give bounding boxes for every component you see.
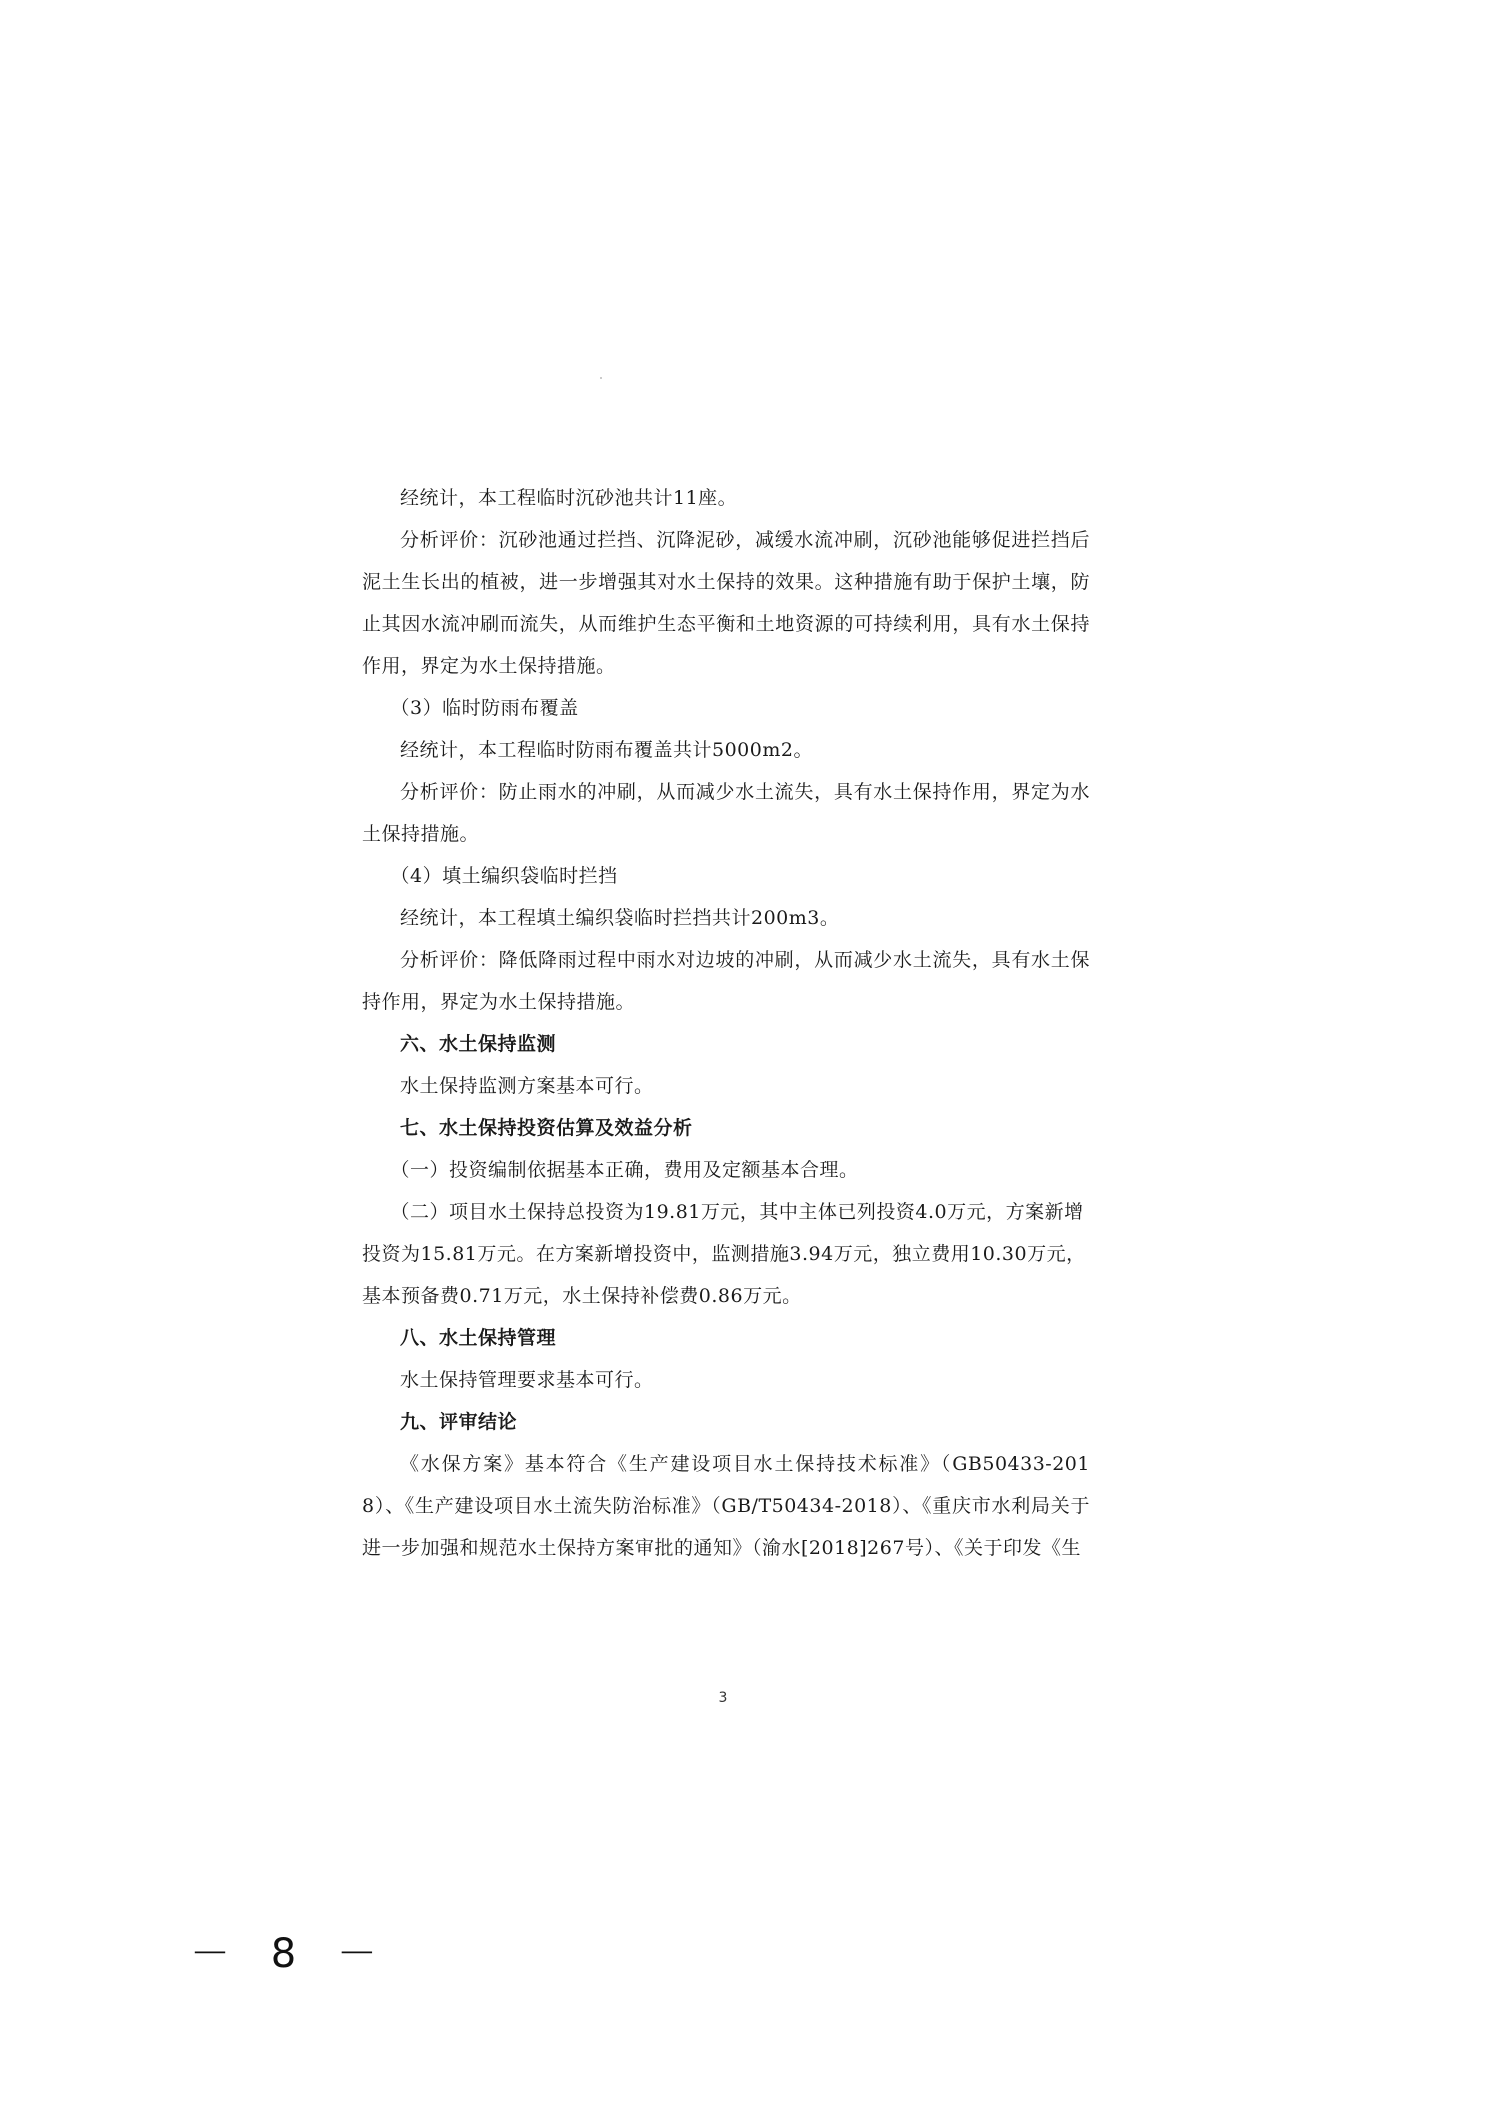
heading-management: 八、水土保持管理 bbox=[400, 1327, 557, 1349]
paragraph-woven-bag-count: 经统计，本工程填土编织袋临时拦挡共计200m3。 bbox=[400, 907, 840, 929]
paragraph-management: 水土保持管理要求基本可行。 bbox=[400, 1369, 654, 1391]
paragraph-woven-bag-analysis: 分析评价：降低降雨过程中雨水对边坡的冲刷，从而减少水土流失，具有水土保持作用，界定为水土保持措施。 bbox=[362, 949, 1090, 1013]
document-body bbox=[362, 477, 1090, 1569]
inner-page-number: 3 bbox=[718, 1690, 728, 1706]
paragraph-investment-basis: （一）投资编制依据基本正确，费用及定额基本合理。 bbox=[390, 1159, 859, 1181]
paragraph-sedimentation-count: 经统计，本工程临时沉砂池共计11座。 bbox=[400, 487, 738, 509]
outer-page-number: － 8 － bbox=[190, 1931, 391, 1977]
paragraph-investment-total: （二）项目水土保持总投资为19.81万元，其中主体已列投资4.0万元，方案新增投资为15.81万元。在方案新增投资中，监测措施3.94万元，独立费用10.30万元，基本预备费0.71万元，水土保持补偿费0.86万元。 bbox=[362, 1201, 1086, 1307]
subheading-rain-cloth: （3）临时防雨布覆盖 bbox=[390, 697, 579, 719]
paragraph-monitoring: 水土保持监测方案基本可行。 bbox=[400, 1075, 654, 1097]
paragraph-rain-cloth-analysis: 分析评价：防止雨水的冲刷，从而减少水土流失，具有水土保持作用，界定为水土保持措施。 bbox=[362, 781, 1090, 845]
paragraph-rain-cloth-count: 经统计，本工程临时防雨布覆盖共计5000m2。 bbox=[400, 739, 813, 761]
paragraph-sedimentation-analysis: 分析评价：沉砂池通过拦挡、沉降泥砂，减缓水流冲刷，沉砂池能够促进拦挡后泥土生长出的植被，进一步增强其对水土保持的效果。这种措施有助于保护土壤，防止其因水流冲刷而流失，从而维护生态平衡和土地资源的可持续利用，具有水土保持作用，界定为水土保持措施。 bbox=[362, 529, 1090, 677]
heading-investment: 七、水土保持投资估算及效益分析 bbox=[400, 1117, 693, 1139]
heading-monitoring: 六、水土保持监测 bbox=[400, 1033, 557, 1055]
subheading-woven-bag: （4）填土编织袋临时拦挡 bbox=[390, 865, 618, 887]
scan-speck bbox=[600, 377, 602, 379]
heading-conclusion: 九、评审结论 bbox=[400, 1411, 518, 1433]
paragraph-conclusion: 《水保方案》基本符合《生产建设项目水土保持技术标准》（GB50433-2018）、《生产建设项目水土流失防治标准》（GB/T50434-2018）、《重庆市水利局关于进一步加强和规范水土保持方案审批的通知》（渝水[2018]267号）、《关于印发《生 bbox=[362, 1453, 1090, 1559]
